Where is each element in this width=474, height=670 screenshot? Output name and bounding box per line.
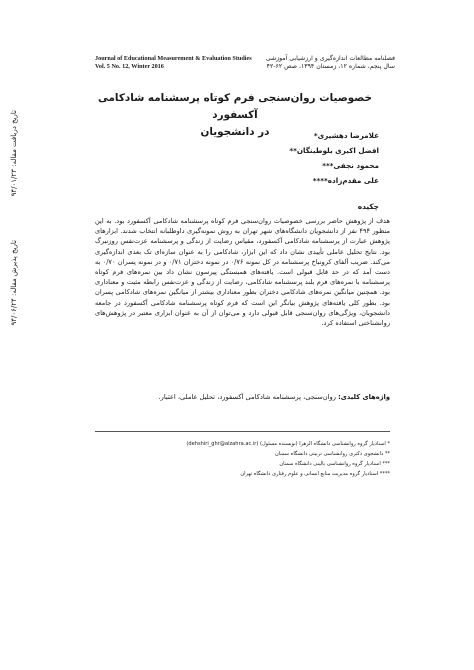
footnote-divider (95, 431, 390, 432)
keywords-text: روان‌سنجی، پرسشنامه شادکامی آکسفورد، تحلیل عاملی، اعتبار. (158, 393, 336, 401)
keywords-label: واژه‌های کلیدی: (338, 393, 390, 401)
keywords (95, 392, 390, 402)
author-2: افضل اکبری بلوطبنگان** (289, 146, 379, 155)
journal-name-en (95, 55, 252, 71)
journal-title-fa: فصلنامه مطالعات اندازه‌گیری و ارزشیابی آموزشی (265, 55, 395, 62)
abstract-heading: چکیده (357, 202, 379, 211)
received-date-note: تاریخ دریافت مقاله: ۹۴/۰۱/۲۳ (10, 110, 18, 197)
accepted-date-note: تاریخ پذیرش مقاله: ۹۴/۰۶/۲۴ (10, 240, 18, 326)
journal-header (95, 55, 395, 79)
paper-title-line2: در دانشجویان (200, 126, 270, 138)
author-1: غلامرضا دهشیری* (313, 131, 379, 140)
journal-volume-en: Vol. 5 No. 12, Winter 2016 (95, 63, 164, 70)
author-3: محمود نجفی*** (322, 161, 379, 170)
journal-volume-fa: سال پنجم، شماره ۱۲، زمستان ۱۳۹۴، صص ۶۲-۴۲ (266, 63, 395, 70)
journal-name-fa (266, 55, 395, 71)
journal-title-en: Journal of Educational Measurement & Evaluation Studies (95, 55, 252, 62)
author-list (289, 128, 379, 188)
abstract-text: هدف از پژوهش حاضر بررسی خصوصیات روان‌سنجی فرم کوتاه پرسشنامه شادکامی آکسفورد بود. به این منظور ۴۹۴ نفر از دانشجویان دانشگاه‌های شهر تهران به روش نمونه‌گیری داوطلبانه انتخاب شدند. ابزارهای پژوهش عبارت از پرسشنامه شادکامی آکسفورد، مقیاس رضایت از زندگی و پرسشنامه عزت‌نفس روزنبرگ بود. نتایج تحلیل عاملی تأییدی نشان داد که این ابزار، شادکامی را به عنوان سازه‌ای تک بعدی اندازه‌گیری می‌کند. ضریب آلفای کرونباخ پرسشنامه در کل نمونه ۰/۷۶ در نمونه دختران ۰/۷۱ و در نمونه پسران ۰/۷۰ به دست آمد که در حد قابل قبولی است. یافته‌های همبستگی پیرسون نشان داد بین نمره‌های فرم کوتاه پرسشنامه با نمره‌های فرم بلند پرسشنامه شادکامی، رضایت از زندگی و عزت‌نفس رابطه مثبت و معناداری بود. همچنین میانگین نمره‌های شادکامی دختران بطور معناداری بیشتر از میانگین نمره‌های شادکامی پسران بود. بطور کلی یافته‌های پژوهش بیانگر این است که فرم کوتاه پرسشنامه شادکامی آکسفورد در جامعه دانشجویان، ویژگی‌های روان‌سنجی قابل قبولی دارد و می‌توان از آن به عنوان ابزاری معتبر در پژوهش‌های روانشناختی استفاده کرد. (95, 217, 390, 328)
footnotes (95, 439, 390, 479)
footnote-3: *** استادیار گروه روانشناسی بالینی دانشگاه سمنان (279, 461, 390, 467)
footnote-2: ** دانشجوی دکتری روانشناسی تربیتی دانشگاه سمنان (275, 451, 390, 457)
author-4: علی مقدم‌زاده**** (312, 176, 379, 185)
footnote-1: * استادیار گروه روانشناسی دانشگاه الزهرا (نویسنده مسئول) (dehshiri_ghr@alzahra.ac.ir) (186, 441, 390, 447)
footnote-4: **** استادیار گروه مدیریت منابع انسانی و علوم رفتاری دانشگاه تهران (240, 471, 390, 477)
paper-title-line1: خصوصیات روان‌سنجی فرم کوتاه پرسشنامه شادکامی آکسفورد (97, 92, 373, 121)
